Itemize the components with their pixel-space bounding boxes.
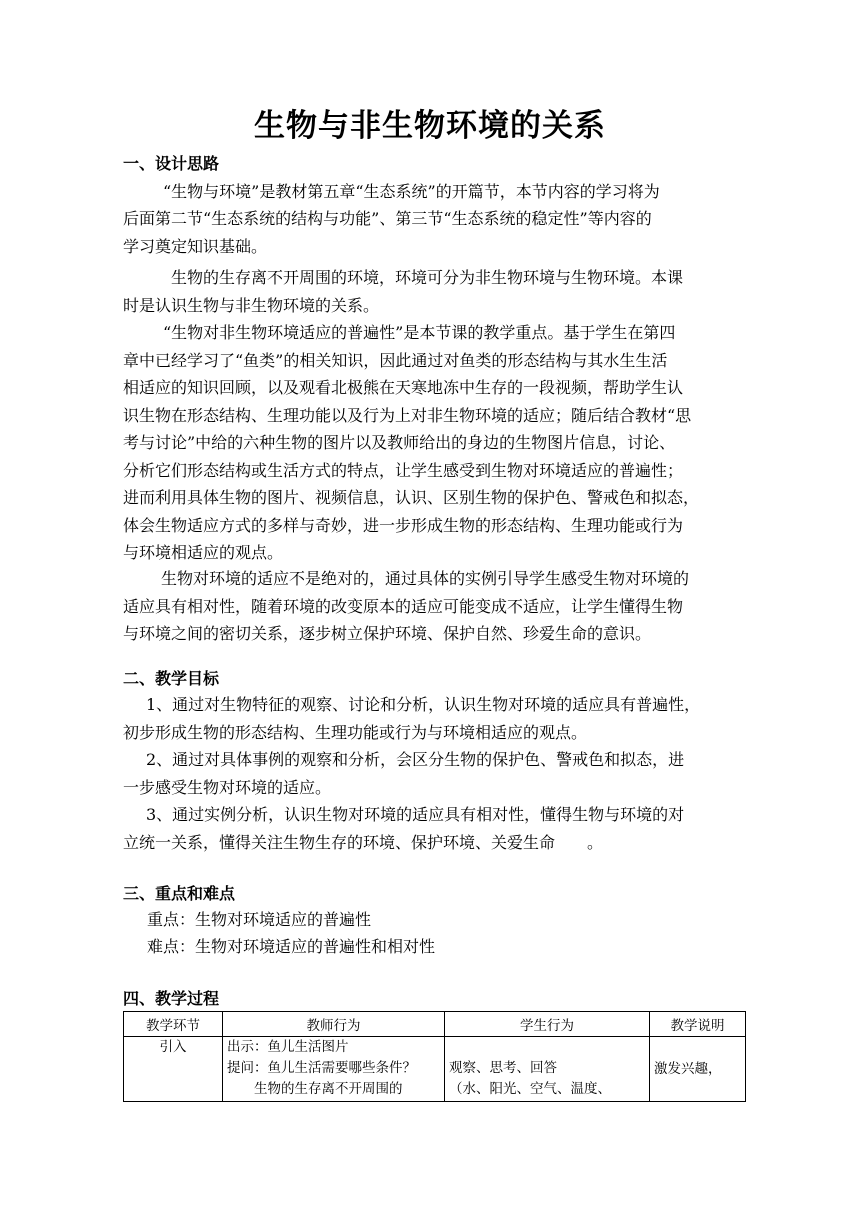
paragraph-line: “生物对非生物环境适应的普遍性”是本节课的教学重点。基于学生在第四 bbox=[163, 323, 676, 342]
stage-text: 引入 bbox=[159, 1039, 187, 1055]
teacher-line: 生物的生存离不开周围的 bbox=[227, 1081, 403, 1097]
paragraph-2 bbox=[123, 264, 737, 319]
paragraph-line: 生物对环境的适应不是绝对的，通过具体的实例引导学生感受生物对环境的 bbox=[161, 569, 690, 588]
section-heading-design: 一、设计思路 bbox=[123, 154, 220, 173]
objective-line: 一步感受生物对环境的适应。 bbox=[123, 777, 332, 797]
student-line: （水、阳光、空气、温度、 bbox=[449, 1081, 611, 1097]
paragraph-line: 后面第二节“生态系统的结构与功能”、第三节“生态系统的稳定性”等内容的 bbox=[123, 209, 652, 228]
objective-item-3 bbox=[123, 801, 737, 856]
teacher-line: 提问：鱼儿生活需要哪些条件？ bbox=[227, 1060, 416, 1076]
paragraph-line: 体会生物适应方式的多样与奇妙，进一步形成生物的形态结构、生理功能或行为 bbox=[123, 515, 684, 535]
section-heading-key-points: 三、重点和难点 bbox=[123, 884, 236, 903]
objective-line: 立统一关系，懂得关注生物生存的环境、保护环境、关爱生命 。 bbox=[123, 832, 604, 852]
note-cell bbox=[650, 1037, 746, 1102]
paragraph-line: 分析它们形态结构或生活方式的特点，让学生感受到生物对环境适应的普遍性； bbox=[123, 460, 684, 480]
teacher-line: 出示：鱼儿生活图片 bbox=[227, 1039, 349, 1055]
paragraph-line: 适应具有相对性，随着环境的改变原本的适应可能变成不适应，让学生懂得生物 bbox=[123, 596, 684, 616]
note-text: 激发兴趣， bbox=[654, 1061, 722, 1077]
section-heading-objectives: 二、教学目标 bbox=[123, 669, 220, 688]
objective-line: 3、通过实例分析，认识生物对环境的适应具有相对性，懂得生物与环境的对 bbox=[146, 805, 685, 824]
student-line bbox=[449, 1037, 645, 1058]
difficult-point: 难点：生物对环境适应的普遍性和相对性 bbox=[147, 937, 436, 956]
paragraph-line: 与环境之间的密切关系，逐步树立保护环境、保护自然、珍爱生命的意识。 bbox=[123, 624, 652, 643]
paragraph-line: 时是认识生物与非生物环境的关系。 bbox=[123, 295, 380, 315]
paragraph-line: 相适应的知识回顾，以及观看北极熊在天寒地冻中生存的一段视频，帮助学生认 bbox=[123, 378, 684, 397]
table-header-student: 学生行为 bbox=[445, 1012, 650, 1037]
stage-cell bbox=[124, 1037, 223, 1102]
paragraph-line: 识生物在形态结构、生理功能以及行为上对非生物环境的适应；随后结合教材“思 bbox=[123, 405, 692, 425]
paragraph-4 bbox=[123, 565, 737, 648]
key-point: 重点：生物对环境适应的普遍性 bbox=[147, 910, 372, 929]
paragraph-line: 章中已经学习了“鱼类”的相关知识，因此通过对鱼类的形态结构与其水生生活 bbox=[123, 350, 668, 370]
table-header-teacher: 教师行为 bbox=[223, 1012, 445, 1037]
paragraph-1 bbox=[123, 178, 777, 206]
paragraph-3 bbox=[123, 319, 737, 567]
objective-line: 初步形成生物的形态结构、生理功能或行为与环境相适应的观点。 bbox=[123, 722, 588, 742]
table-header-row bbox=[124, 1012, 746, 1037]
paragraph-line: 学习奠定知识基础。 bbox=[123, 236, 268, 256]
section-heading-process: 四、教学过程 bbox=[123, 989, 220, 1008]
paragraph-line: “生物与环境”是教材第五章“生态系统”的开篇节，本节内容的学习将为 bbox=[163, 182, 660, 201]
student-cell bbox=[445, 1037, 650, 1102]
table-row bbox=[124, 1037, 746, 1102]
paragraph-line: 生物的生存离不开周围的环境，环境可分为非生物环境与生物环境。本课 bbox=[171, 268, 684, 287]
objective-item-2 bbox=[123, 746, 737, 801]
document-title: 生物与非生物环境的关系 bbox=[254, 108, 606, 144]
student-line: 观察、思考、回答 bbox=[449, 1060, 557, 1076]
table-header-stage: 教学环节 bbox=[124, 1012, 223, 1037]
paragraph-1-cont bbox=[123, 205, 737, 260]
paragraph-line: 考与讨论”中给的六种生物的图片以及教师给出的身边的生物图片信息，讨论、 bbox=[123, 433, 676, 452]
paragraph-line: 与环境相适应的观点。 bbox=[123, 543, 284, 562]
paragraph-line: 进而利用具体生物的图片、视频信息，认识、区别生物的保护色、警戒色和拟态， bbox=[123, 488, 700, 507]
teaching-process-table bbox=[123, 1011, 746, 1102]
teacher-cell bbox=[223, 1037, 445, 1102]
objective-line: 1、通过对生物特征的观察、讨论和分析，认识生物对环境的适应具有普遍性， bbox=[146, 695, 701, 714]
table-header-note: 教学说明 bbox=[650, 1012, 746, 1037]
objective-line: 2、通过对具体事例的观察和分析，会区分生物的保护色、警戒色和拟态，进 bbox=[146, 750, 685, 769]
objective-item-1 bbox=[123, 691, 737, 746]
